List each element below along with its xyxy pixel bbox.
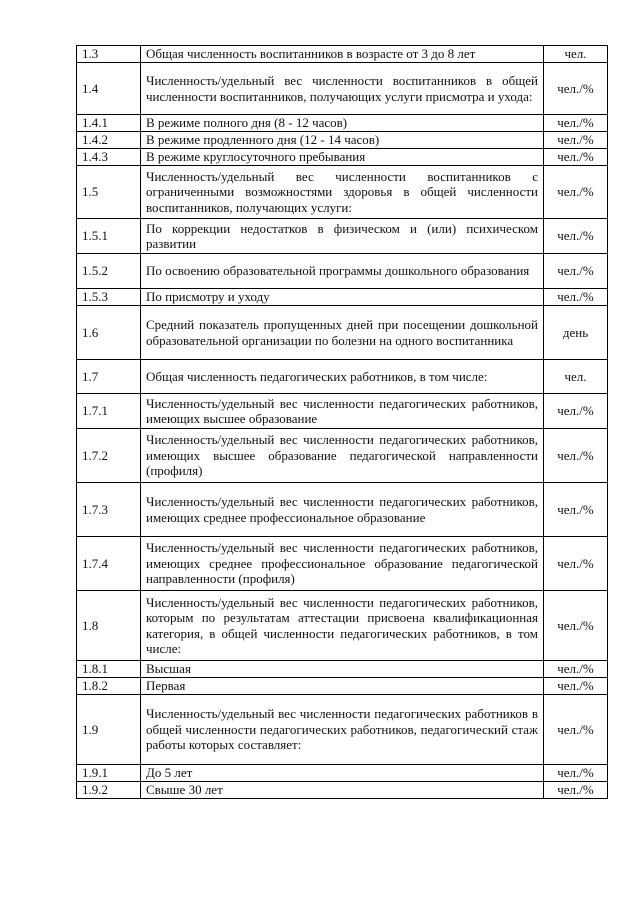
table-row bbox=[77, 360, 608, 394]
row-number: 1.5.1 bbox=[77, 219, 141, 254]
row-description: Численность/удельный вес численности педагогических работников, имеющих среднее профессиональное образование bbox=[141, 483, 544, 537]
row-number: 1.8.2 bbox=[77, 678, 141, 695]
table-row bbox=[77, 219, 608, 254]
row-description: В режиме круглосуточного пребывания bbox=[141, 149, 544, 166]
table-row bbox=[77, 149, 608, 166]
row-unit: чел./% bbox=[544, 483, 608, 537]
row-number: 1.7 bbox=[77, 360, 141, 394]
table-row bbox=[77, 166, 608, 219]
row-number: 1.4.3 bbox=[77, 149, 141, 166]
table-row bbox=[77, 132, 608, 149]
indicators-table bbox=[76, 45, 608, 799]
row-description: Численность/удельный вес численности педагогических работников, имеющих среднее профессиональное образование педагогической направленности (профиля) bbox=[141, 537, 544, 591]
row-number: 1.7.3 bbox=[77, 483, 141, 537]
row-number: 1.8 bbox=[77, 591, 141, 661]
table-row bbox=[77, 678, 608, 695]
table-row bbox=[77, 115, 608, 132]
row-number: 1.9.1 bbox=[77, 765, 141, 782]
row-number: 1.4 bbox=[77, 63, 141, 115]
row-unit: чел./% bbox=[544, 678, 608, 695]
row-number: 1.6 bbox=[77, 306, 141, 360]
row-unit: чел./% bbox=[544, 289, 608, 306]
row-unit: чел./% bbox=[544, 661, 608, 678]
table-row bbox=[77, 394, 608, 429]
row-description: Общая численность педагогических работников, в том числе: bbox=[141, 360, 544, 394]
table-row bbox=[77, 591, 608, 661]
row-description: По присмотру и уходу bbox=[141, 289, 544, 306]
table-row bbox=[77, 306, 608, 360]
row-unit: чел./% bbox=[544, 765, 608, 782]
row-description: Численность/удельный вес численности педагогических работников, имеющих высшее образование bbox=[141, 394, 544, 429]
row-unit: чел./% bbox=[544, 537, 608, 591]
row-number: 1.5.2 bbox=[77, 254, 141, 289]
row-description: Средний показатель пропущенных дней при посещении дошкольной образовательной организации по болезни на одного воспитанника bbox=[141, 306, 544, 360]
row-unit: чел./% bbox=[544, 166, 608, 219]
row-number: 1.4.1 bbox=[77, 115, 141, 132]
row-description: Численность/удельный вес численности педагогических работников в общей численности педагогических работников, педагогический стаж работы которых составляет: bbox=[141, 695, 544, 765]
row-description: По освоению образовательной программы дошкольного образования bbox=[141, 254, 544, 289]
row-description: Численность/удельный вес численности педагогических работников, которым по результатам аттестации присвоена квалификационная категория, в общей численности педагогических работников, в том числе: bbox=[141, 591, 544, 661]
row-unit: чел./% bbox=[544, 782, 608, 799]
table-row bbox=[77, 782, 608, 799]
table-row bbox=[77, 254, 608, 289]
row-description: До 5 лет bbox=[141, 765, 544, 782]
row-number: 1.7.1 bbox=[77, 394, 141, 429]
row-number: 1.5.3 bbox=[77, 289, 141, 306]
table-row bbox=[77, 289, 608, 306]
row-number: 1.7.4 bbox=[77, 537, 141, 591]
row-unit: чел./% bbox=[544, 591, 608, 661]
row-unit: чел./% bbox=[544, 219, 608, 254]
row-number: 1.9 bbox=[77, 695, 141, 765]
row-description: В режиме полного дня (8 - 12 часов) bbox=[141, 115, 544, 132]
row-description: Высшая bbox=[141, 661, 544, 678]
row-unit: чел./% bbox=[544, 254, 608, 289]
row-description: Общая численность воспитанников в возрасте от 3 до 8 лет bbox=[141, 46, 544, 63]
row-unit: чел./% bbox=[544, 695, 608, 765]
row-description: Первая bbox=[141, 678, 544, 695]
row-description: Численность/удельный вес численности воспитанников в общей численности воспитанников, получающих услуги присмотра и ухода: bbox=[141, 63, 544, 115]
table-row bbox=[77, 483, 608, 537]
row-description: В режиме продленного дня (12 - 14 часов) bbox=[141, 132, 544, 149]
row-number: 1.5 bbox=[77, 166, 141, 219]
row-unit: чел./% bbox=[544, 394, 608, 429]
document-page bbox=[76, 45, 607, 799]
row-number: 1.4.2 bbox=[77, 132, 141, 149]
row-unit: день bbox=[544, 306, 608, 360]
row-unit: чел./% bbox=[544, 115, 608, 132]
row-unit: чел. bbox=[544, 360, 608, 394]
row-unit: чел./% bbox=[544, 132, 608, 149]
row-description: Свыше 30 лет bbox=[141, 782, 544, 799]
table-row bbox=[77, 661, 608, 678]
row-unit: чел./% bbox=[544, 429, 608, 483]
row-unit: чел. bbox=[544, 46, 608, 63]
table-row bbox=[77, 765, 608, 782]
table-row bbox=[77, 429, 608, 483]
row-number: 1.7.2 bbox=[77, 429, 141, 483]
table-row bbox=[77, 63, 608, 115]
row-description: По коррекции недостатков в физическом и (или) психическом развитии bbox=[141, 219, 544, 254]
row-number: 1.3 bbox=[77, 46, 141, 63]
row-unit: чел./% bbox=[544, 63, 608, 115]
row-description: Численность/удельный вес численности педагогических работников, имеющих высшее образование педагогической направленности (профиля) bbox=[141, 429, 544, 483]
table-row bbox=[77, 695, 608, 765]
row-description: Численность/удельный вес численности воспитанников с ограниченными возможностями здоровья в общей численности воспитанников, получающих услуги: bbox=[141, 166, 544, 219]
table-row bbox=[77, 46, 608, 63]
table-row bbox=[77, 537, 608, 591]
row-number: 1.8.1 bbox=[77, 661, 141, 678]
row-number: 1.9.2 bbox=[77, 782, 141, 799]
row-unit: чел./% bbox=[544, 149, 608, 166]
